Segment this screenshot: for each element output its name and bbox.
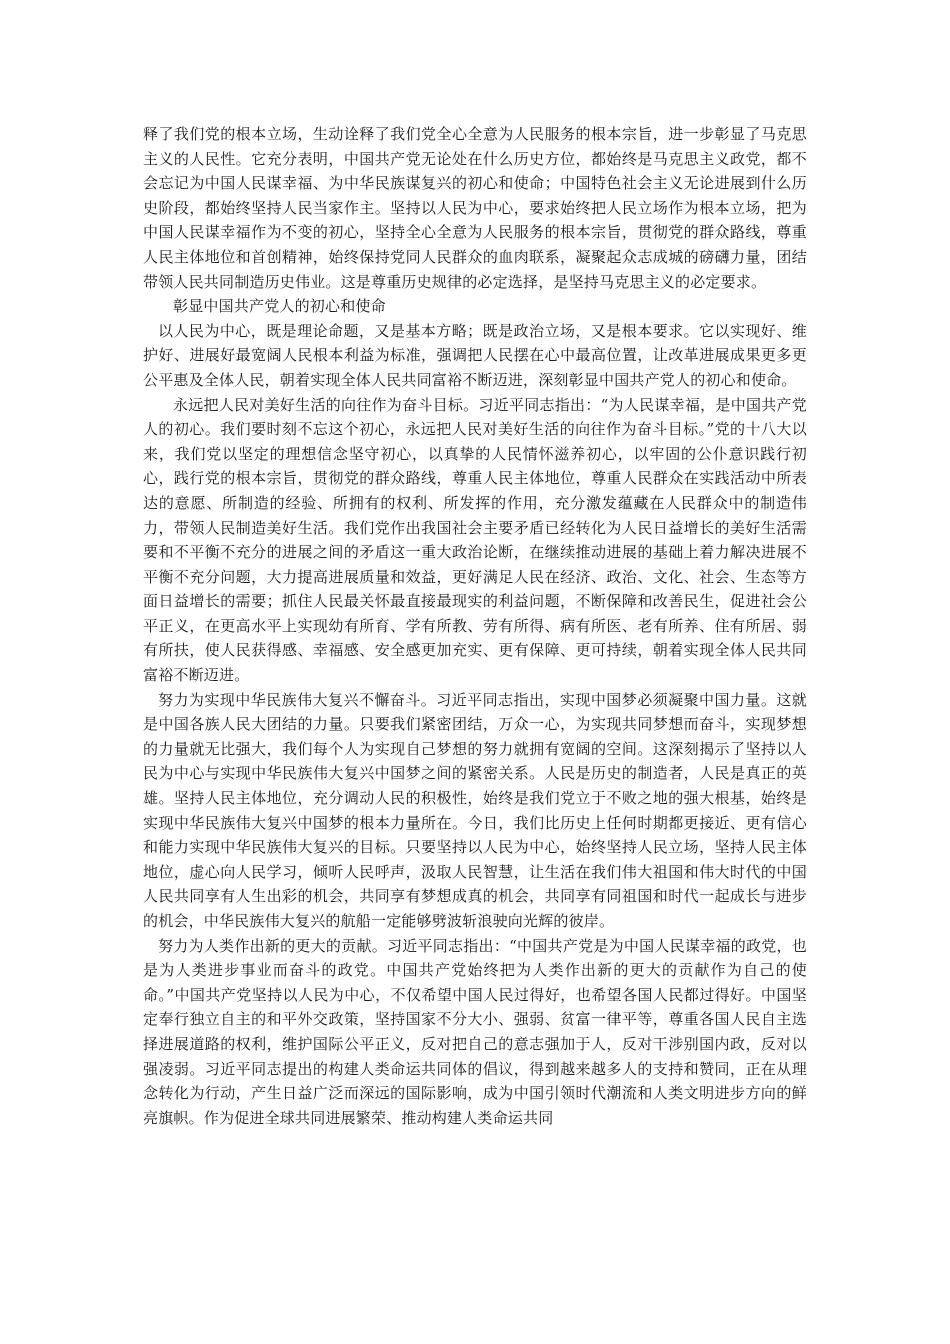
paragraph-contribution: 努力为人类作出新的更大的贡献。习近平同志指出：“中国共产党是为中国人民谋幸福的政党，也是为人类进步事业而奋斗的政党。中国共产党始终把为人类作出新的更大的贡献作为自己的使命。”中国共产党坚持以人民为中心，不仅希望中国人民过得好，也希望各国人民都过得好。中国坚定奉行独立自主的和平外交政策，坚持国家不分大小、强弱、贫富一律平等，尊重各国人民自主选择进展道路的权利，维护国际公平正义，反对把自己的意志强加于人，反对干涉别国内政，反对以强凌弱。习近平同志提出的构建人类命运共同体的倡议，得到越来越多人的支持和赞同，正在从理念转化为行动，产生日益广泛而深远的国际影响，成为中国引领时代潮流和人类文明进步方向的鲜亮旗帜。作为促进全球共同进展繁荣、推动构建人类命运共同	[143, 936, 807, 1127]
paragraph-continuation: 释了我们党的根本立场，生动诠释了我们党全心全意为人民服务的根本宗旨，进一步彰显了马克思主义的人民性。它充分表明，中国共产党无论处在什么历史方位，都始终是马克思主义政党，都不会忘记为中国人民谋幸福、为中华民族谋复兴的初心和使命；中国特色社会主义无论进展到什么历史阶段，都始终坚持人民当家作主。坚持以人民为中心，要求始终把人民立场作为根本立场，把为中国人民谋幸福作为不变的初心，坚持全心全意为人民服务的根本宗旨，贯彻党的群众路线，尊重人民主体地位和首创精神，始终保持党同人民群众的血肉联系，凝聚起众志成城的磅礴力量，团结带领人民共同制造历史伟业。这是尊重历史规律的必定选择，是坚持马克思主义的必定要求。	[143, 125, 807, 291]
document-body	[143, 122, 807, 1130]
section-heading: 彰显中国共产党人的初心和使命	[173, 297, 386, 316]
paragraph-goal: 永远把人民对美好生活的向往作为奋斗目标。习近平同志指出：“为人民谋幸福，是中国共产党人的初心。我们要时刻不忘这个初心，永远把人民对美好生活的向往作为奋斗目标。”党的十八大以来，我们党以坚定的理想信念坚守初心，以真挚的人民情怀滋养初心，以牢固的公仆意识践行初心，践行党的根本宗旨，贯彻党的群众路线，尊重人民主体地位，尊重人民群众在实践活动中所表达的意愿、所制造的经验、所拥有的权利、所发挥的作用，充分激发蕴藏在人民群众中的制造伟力，带领人民制造美好生活。我们党作出我国社会主要矛盾已经转化为人民日益增长的美好生活需要和不平衡不充分的进展之间的矛盾这一重大政治论断，在继续推动进展的基础上着力解决进展不平衡不充分问题，大力提高进展质量和效益，更好满足人民在经济、政治、文化、社会、生态等方面日益增长的需要；抓住人民最关怀最直接最现实的利益问题，不断保障和改善民生，促进社会公平正义，在更高水平上实现幼有所育、学有所教、劳有所得、病有所医、老有所养、住有所居、弱有所扶，使人民获得感、幸福感、安全感更加充实、更有保障、更可持续，朝着实现全体人民共同富裕不断迈进。	[143, 395, 807, 685]
paragraph-rejuvenation: 努力为实现中华民族伟大复兴不懈奋斗。习近平同志指出，实现中国梦必须凝聚中国力量。这就是中国各族人民大团结的力量。只要我们紧密团结，万众一心，为实现共同梦想而奋斗，实现梦想的力量就无比强大，我们每个人为实现自己梦想的努力就拥有宽阔的空间。这深刻揭示了坚持以人民为中心与实现中华民族伟大复兴中国梦之间的紧密关系。人民是历史的制造者，人民是真正的英雄。坚持人民主体地位，充分调动人民的积极性，始终是我们党立于不败之地的强大根基，始终是实现中华民族伟大复兴中国梦的根本力量所在。今日，我们比历史上任何时期都更接近、更有信心和能力实现中华民族伟大复兴的目标。只要坚持以人民为中心，始终坚持人民立场，坚持人民主体地位，虚心向人民学习，倾听人民呼声，汲取人民智慧，让生活在我们伟大祖国和伟大时代的中国人民共同享有人生出彩的机会，共同享有梦想成真的机会，共同享有同祖国和时代一起成长与进步的机会，中华民族伟大复兴的航船一定能够劈波斩浪驶向光辉的彼岸。	[143, 690, 807, 930]
paragraph-intro: 以人民为中心，既是理论命题，又是基本方略；既是政治立场，又是根本要求。它以实现好、维护好、进展好最宽阔人民根本利益为标准，强调把人民摆在心中最高位置，让改革进展成果更多更公平惠及全体人民，朝着实现全体人民共同富裕不断迈进，深刻彰显中国共产党人的初心和使命。	[143, 321, 807, 389]
